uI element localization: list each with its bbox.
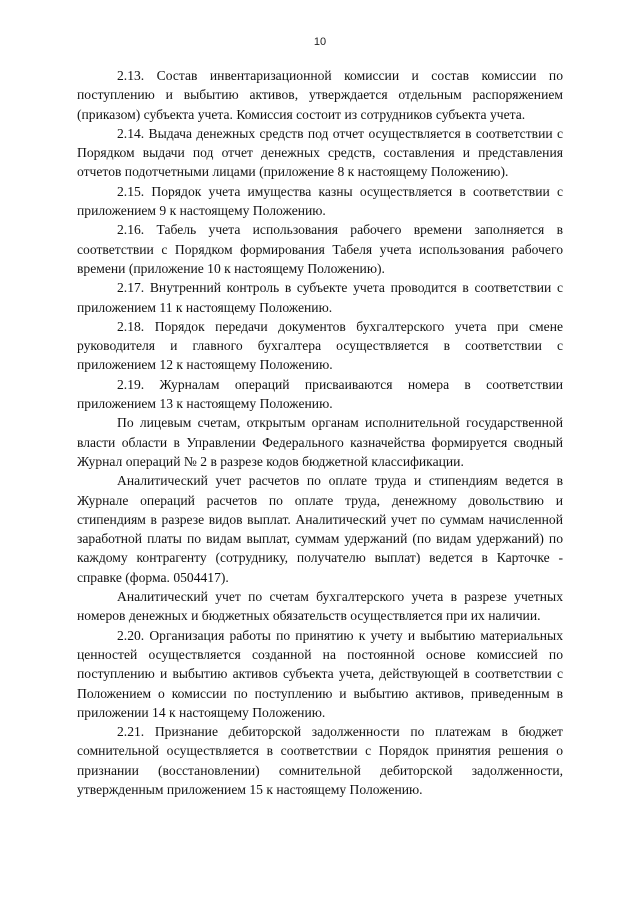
paragraph-2-21: 2.21. Признание дебиторской задолженности по платежам в бюджет сомнительной осуществляется в соответствии с Порядок принятия решения о признании (восстановлении) сомнительной дебиторской задолженности, утвержденным приложением 15 к настоящему Положению. xyxy=(77,724,563,797)
paragraph-2-19: 2.19. Журналам операций присваиваются номера в соответствии приложением 13 к настоящему Положению. xyxy=(77,376,563,412)
paragraph-2-16: 2.16. Табель учета использования рабочего времени заполняется в соответствии с Порядком формирования Табеля учета использования рабочего времени (приложение 10 к настоящему Положению). xyxy=(77,222,563,276)
paragraph-2-14: 2.14. Выдача денежных средств под отчет осуществляется в соответствии с Порядком выдачи под отчет денежных средств, составления и представления отчетов подотчетными лицами (приложение 8 к настоящему Положению). xyxy=(77,125,563,180)
paragraph-personal-accounts: По лицевым счетам, открытым органам исполнительной государственной власти области в Управлении Федерального казначейства формируется сводный Журнал операций № 2 в разрезе кодов бюджетной классификации. xyxy=(77,415,563,469)
page-number: 10 xyxy=(313,36,327,48)
paragraph-2-18: 2.18. Порядок передачи документов бухгалтерского учета при смене руководителя и главного бухгалтера осуществляется в соответствии с приложением 12 к настоящему Положению. xyxy=(77,318,563,373)
paragraph-obligations-accounting: Аналитический учет по счетам бухгалтерского учета в разрезе учетных номеров денежных и бюджетных обязательств осуществляется при их наличии. xyxy=(77,589,563,624)
paragraph-payroll-accounting: Аналитический учет расчетов по оплате труда и стипендиям ведется в Журнале операций расчетов по оплате труда, денежному довольствию и стипендиям в разрезе видов выплат. Аналитический учет по суммам начисленной заработной платы по видам выплат, суммам удержаний (по видам удержаний) по каждому контрагенту (сотруднику, получателю выплат) ведется в Карточке - справке (форма. 0504417). xyxy=(77,473,563,585)
paragraph-2-20: 2.20. Организация работы по принятию к учету и выбытию материальных ценностей осуществляется созданной на постоянной основе комиссией по поступлению и выбытию активов субъекта учета, действующей в соответствии с Положением о комиссии по поступлению и выбытию активов, приведенным в приложении 14 к настоящему Положению. xyxy=(77,627,563,720)
paragraph-2-13: 2.13. Состав инвентаризационной комиссии и состав комиссии по поступлению и выбытию активов, утверждается отдельным распоряжением (приказом) субъекта учета. Комиссия состоит из сотрудников субъекта учета. xyxy=(77,68,563,122)
document-body xyxy=(77,66,563,799)
paragraph-2-17: 2.17. Внутренний контроль в субъекте учета проводится в соответствии с приложением 11 к настоящему Положению. xyxy=(77,280,563,315)
paragraph-2-15: 2.15. Порядок учета имущества казны осуществляется в соответствии с приложением 9 к настоящему Положению. xyxy=(77,183,563,219)
